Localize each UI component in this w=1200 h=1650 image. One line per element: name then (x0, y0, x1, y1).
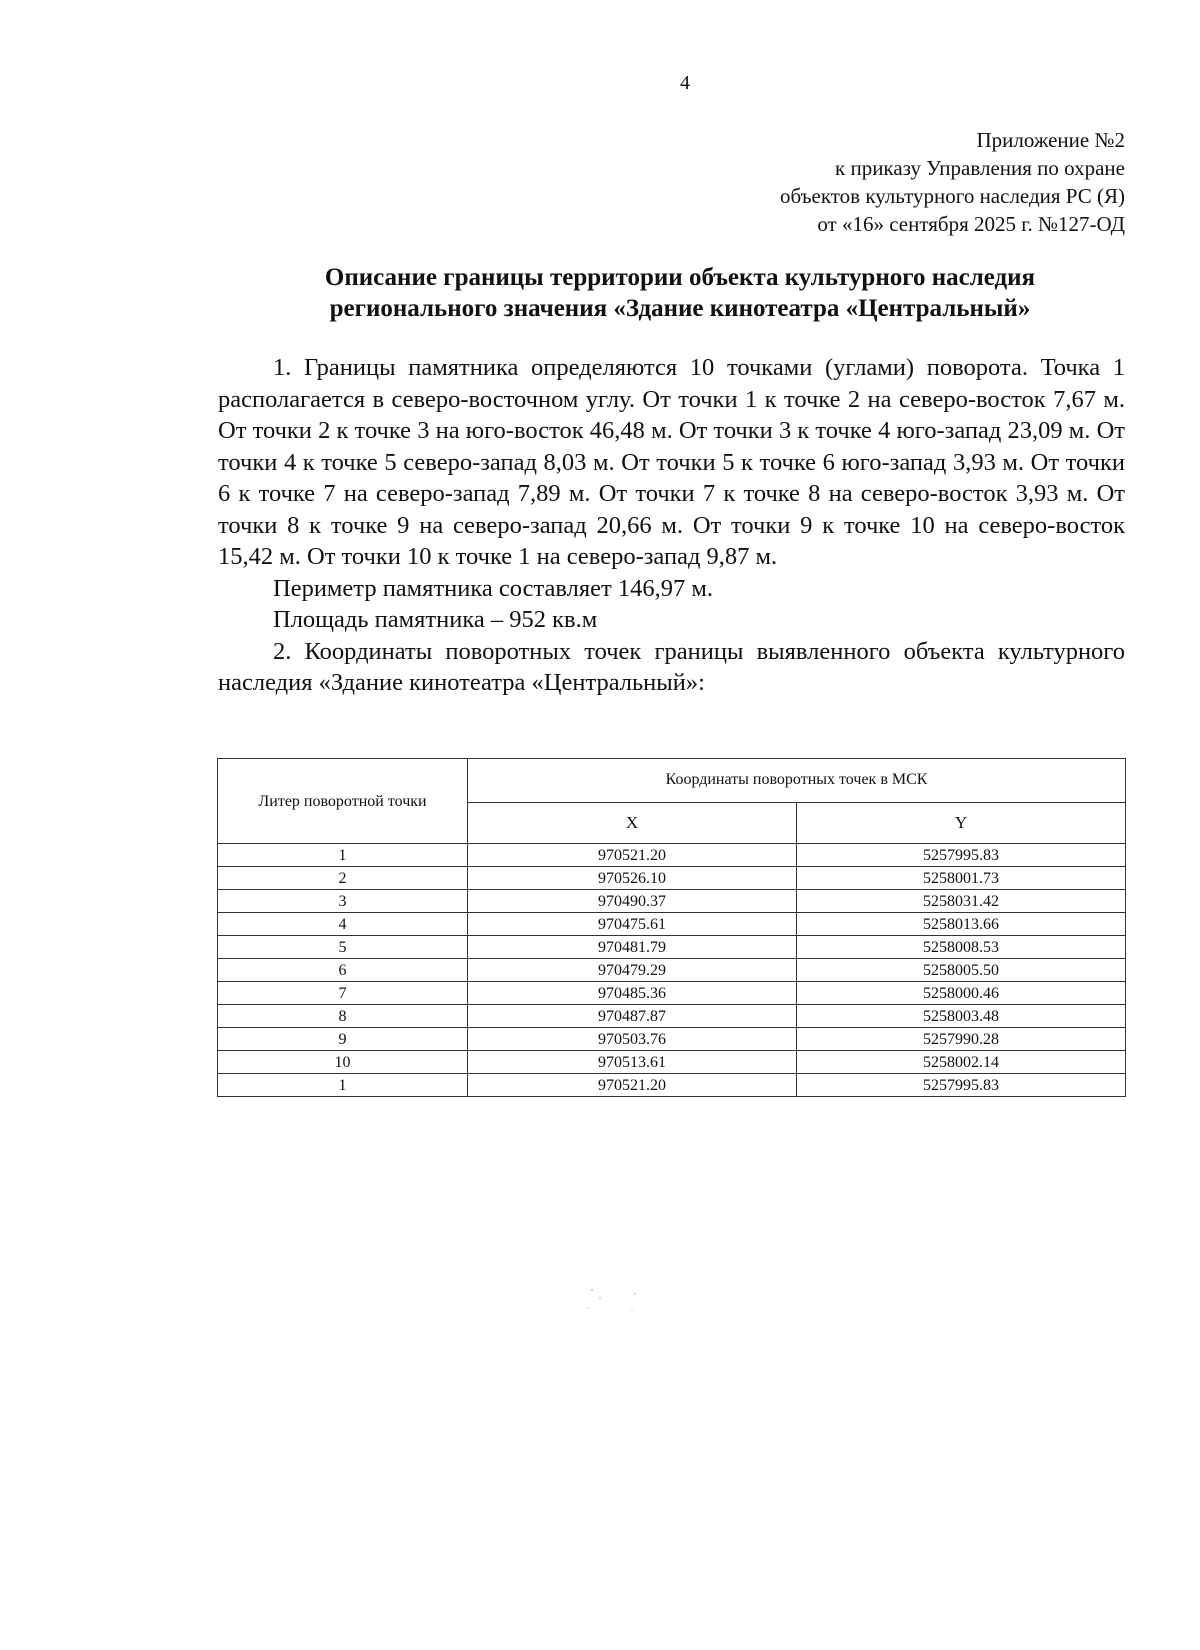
x-cell: 970521.20 (468, 1074, 797, 1097)
body-text (218, 352, 1125, 699)
liter-cell: 3 (218, 890, 468, 913)
y-cell: 5258003.48 (797, 1005, 1126, 1028)
liter-cell: 9 (218, 1028, 468, 1051)
table-row (218, 844, 1126, 867)
title-line-1: Описание границы территории объекта культурного наследия (324, 264, 1036, 291)
x-cell: 970521.20 (468, 844, 797, 867)
appendix-block (780, 126, 1125, 238)
page-number-text: 4 (680, 72, 690, 94)
liter-cell: 1 (218, 844, 468, 867)
x-cell: 970481.79 (468, 936, 797, 959)
x-cell: 970503.76 (468, 1028, 797, 1051)
appendix-line-3: объектов культурного наследия РС (Я) (780, 184, 1125, 208)
appendix-line-4: от «16» сентября 2025 г. №127-ОД (817, 212, 1125, 236)
y-cell: 5257990.28 (797, 1028, 1126, 1051)
coordinates-table (217, 758, 1126, 1097)
table-row (218, 982, 1126, 1005)
table-row (218, 890, 1126, 913)
x-column-header: X (468, 802, 797, 844)
paragraph-boundary-description: 1. Границы памятника определяются 10 точками (углами) поворота. Точка 1 располагается в северо-восточном углу. От точки 1 к точке 2 на северо-восток 7,67 м. От точки 2 к точке 3 на юго-восток 46,48 м. От точки 3 к точке 4 юго-запад 23,09 м. От точки 4 к точке 5 северо-запад 8,03 м. От точки 5 к точке 6 юго-запад 3,93 м. От точки 6 к точке 7 на северо-запад 7,89 м. От точки 7 к точке 8 на северо-восток 3,93 м. От точки 8 к точке 9 на северо-запад 20,66 м. От точки 9 к точке 10 на северо-восток 15,42 м. От точки 10 к точке 1 на северо-запад 9,87 м. (218, 354, 1125, 570)
paragraph-perimeter: Периметр памятника составляет 146,97 м. (273, 574, 713, 602)
table-row (218, 1005, 1126, 1028)
page-number (0, 72, 1200, 95)
liter-cell: 10 (218, 1051, 468, 1074)
coordinates-column-header: Координаты поворотных точек в МСК (468, 759, 1126, 803)
y-cell: 5258000.46 (797, 982, 1126, 1005)
y-cell: 5258031.42 (797, 890, 1126, 913)
document-title (150, 262, 1200, 324)
table-row (218, 867, 1126, 890)
y-cell: 5258001.73 (797, 867, 1126, 890)
y-cell: 5258013.66 (797, 913, 1126, 936)
y-cell: 5257995.83 (797, 844, 1126, 867)
liter-cell: 1 (218, 1074, 468, 1097)
x-cell: 970475.61 (468, 913, 797, 936)
paragraph-area: Площадь памятника – 952 кв.м (273, 606, 598, 633)
table-row (218, 1051, 1126, 1074)
coordinates-table-body (218, 844, 1126, 1097)
liter-cell: 8 (218, 1005, 468, 1028)
y-cell: 5258008.53 (797, 936, 1126, 959)
y-column-header: Y (797, 802, 1126, 844)
liter-column-header: Литер поворотной точки (218, 759, 468, 844)
paragraph-coordinates-intro: 2. Координаты поворотных точек границы выявленного объекта культурного наследия «Здание кинотеатра «Центральный»: (218, 637, 1125, 696)
coordinates-table-wrapper (217, 758, 1126, 1097)
y-cell: 5258002.14 (797, 1051, 1126, 1074)
appendix-line-2: к приказу Управления по охране (835, 156, 1125, 180)
x-cell: 970485.36 (468, 982, 797, 1005)
liter-cell: 2 (218, 867, 468, 890)
x-cell: 970479.29 (468, 959, 797, 982)
appendix-line-1: Приложение №2 (976, 128, 1125, 152)
y-cell: 5257995.83 (797, 1074, 1126, 1097)
liter-cell: 4 (218, 913, 468, 936)
x-cell: 970490.37 (468, 890, 797, 913)
table-row (218, 936, 1126, 959)
table-row (218, 959, 1126, 982)
table-row (218, 1028, 1126, 1051)
liter-cell: 7 (218, 982, 468, 1005)
title-line-2: регионального значения «Здание кинотеатра «Центральный» (329, 295, 1031, 322)
x-cell: 970513.61 (468, 1051, 797, 1074)
table-row (218, 913, 1126, 936)
liter-cell: 6 (218, 959, 468, 982)
scan-specks (580, 1280, 660, 1340)
x-cell: 970526.10 (468, 867, 797, 890)
table-row (218, 1074, 1126, 1097)
x-cell: 970487.87 (468, 1005, 797, 1028)
y-cell: 5258005.50 (797, 959, 1126, 982)
liter-cell: 5 (218, 936, 468, 959)
